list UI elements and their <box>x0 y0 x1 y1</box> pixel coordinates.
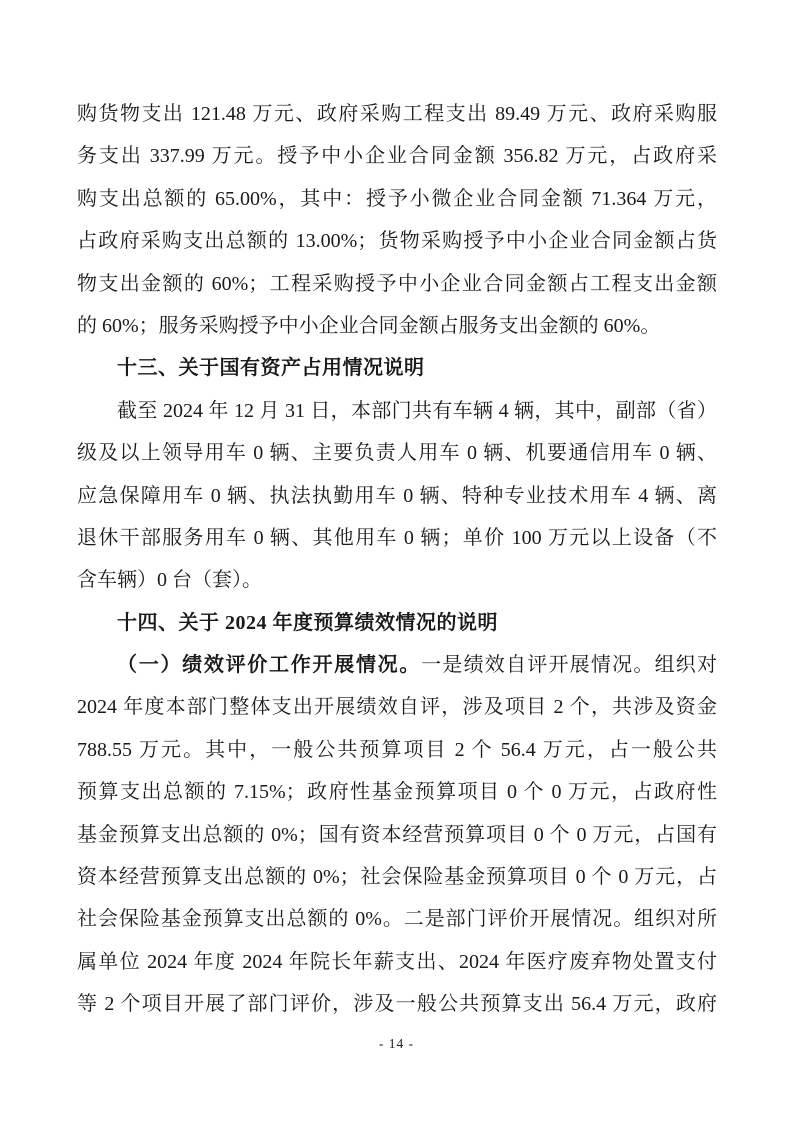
body-line-paragraph-end: 的 60%；服务采购授予中小企业合同金额占服务支出金额的 60%。 <box>77 314 661 337</box>
body-line: 占政府采购支出总额的 13.00%；货物采购授予中小企业合同金额占货 <box>77 230 717 253</box>
body-line: 属单位 2024 年度 2024 年院长年薪支出、2024 年医疗废弃物处置支付 <box>77 950 717 973</box>
body-line: 预算支出总额的 7.15%；政府性基金预算项目 0 个 0 万元，占政府性 <box>77 781 717 804</box>
body-line: 788.55 万元。其中，一般公共预算项目 2 个 56.4 万元，占一般公共 <box>77 738 717 761</box>
body-line: 级及以上领导用车 0 辆、主要负责人用车 0 辆、机要通信用车 0 辆、 <box>77 442 717 465</box>
body-line: 退休干部服务用车 0 辆、其他用车 0 辆；单价 100 万元以上设备（不 <box>77 526 717 549</box>
footer-page-number: - 14 - <box>378 1036 415 1051</box>
body-line: 购支出总额的 65.00%，其中：授予小微企业合同金额 71.364 万元， <box>77 187 717 210</box>
body-line: 应急保障用车 0 辆、执法执勤用车 0 辆、特种专业技术用车 4 辆、离 <box>77 484 717 507</box>
body-line: 2024 年度本部门整体支出开展绩效自评，涉及项目 2 个，共涉及资金 <box>77 696 717 719</box>
body-line: 社会保险基金预算支出总额的 0%。二是部门评价开展情况。组织对所 <box>77 908 717 931</box>
body-line: 截至 2024 年 12 月 31 日，本部门共有车辆 4 辆，其中，副部（省） <box>117 399 717 422</box>
body-line: 基金预算支出总额的 0%；国有资本经营预算项目 0 个 0 万元，占国有 <box>77 823 717 846</box>
page-content <box>77 93 717 1026</box>
body-line: 务支出 337.99 万元。授予中小企业合同金额 356.82 万元，占政府采 <box>77 145 717 168</box>
section-heading-13: 十三、关于国有资产占用情况说明 <box>117 357 425 380</box>
body-line-mixed <box>77 644 717 686</box>
paragraph-lead-normal: 一是绩效自评开展情况。组织对 <box>421 654 717 677</box>
body-line-paragraph-end: 含车辆）0 台（套）。 <box>77 569 262 592</box>
section-heading-14: 十四、关于 2024 年度预算绩效情况的说明 <box>117 611 498 634</box>
body-line: 购货物支出 121.48 万元、政府采购工程支出 89.49 万元、政府采购服 <box>77 103 717 125</box>
paragraph-lead-bold: （一）绩效评价工作开展情况。 <box>117 654 422 677</box>
body-line: 资本经营预算支出总额的 0%；社会保险基金预算项目 0 个 0 万元，占 <box>77 866 717 889</box>
body-line: 物支出金额的 60%；工程采购授予中小企业合同金额占工程支出金额 <box>77 272 717 295</box>
body-line: 等 2 个项目开展了部门评价，涉及一般公共预算支出 56.4 万元，政府 <box>77 993 717 1016</box>
